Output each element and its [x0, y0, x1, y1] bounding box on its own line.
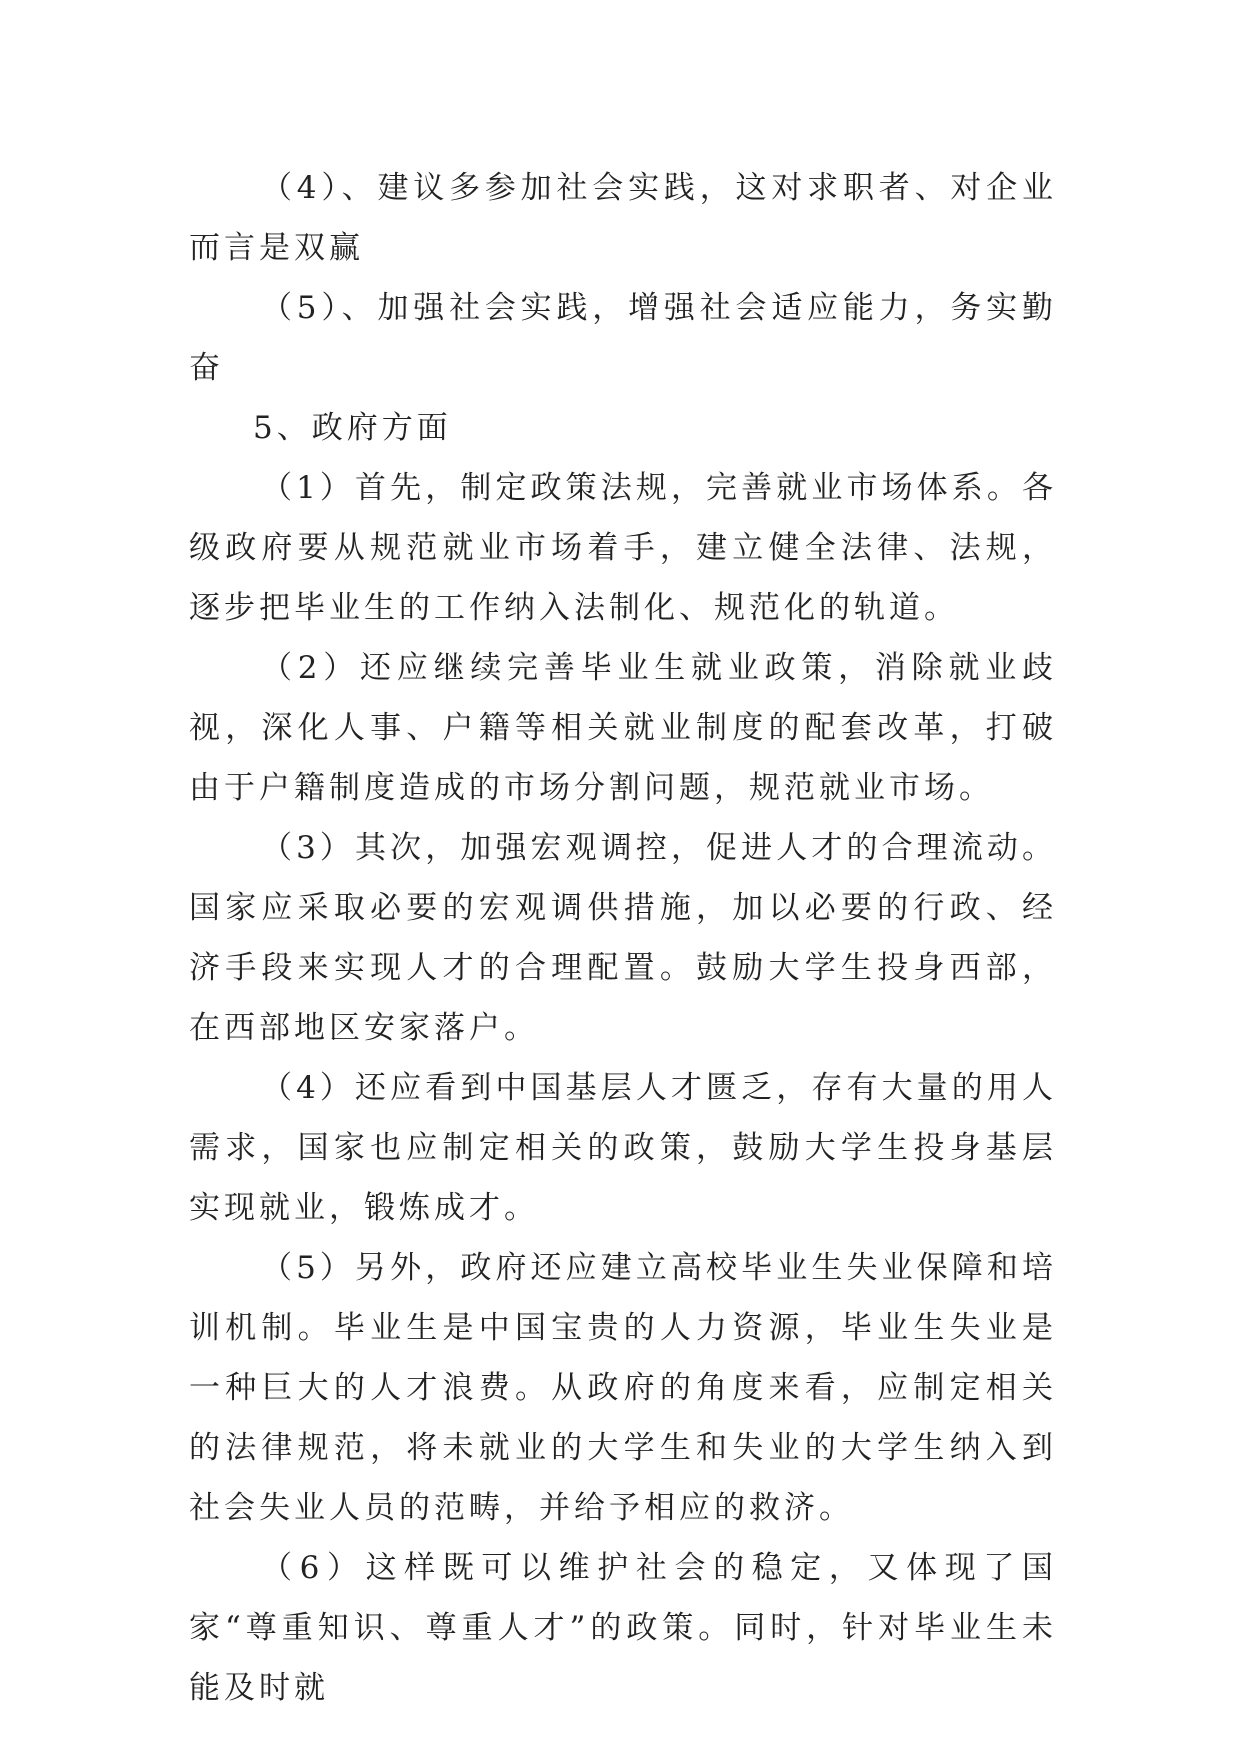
paragraph-government-5: （5）另外，政府还应建立高校毕业生失业保障和培训机制。毕业生是中国宝贵的人力资源，毕业生失业是一种巨大的人才浪费。从政府的角度来看，应制定相关的法律规范，将未就业的大学生和失业的大学生纳入到社会失业人员的范畴，并给予相应的救济。: [189, 1250, 1057, 1526]
paragraph-government-2: （2）还应继续完善毕业生就业政策，消除就业歧视，深化人事、户籍等相关就业制度的配套改革，打破由于户籍制度造成的市场分割问题，规范就业市场。: [189, 650, 1057, 806]
paragraph-government-1: （1）首先，制定政策法规，完善就业市场体系。各级政府要从规范就业市场着手，建立健全法律、法规，逐步把毕业生的工作纳入法制化、规范化的轨道。: [189, 470, 1057, 626]
paragraph-government-4: （4）还应看到中国基层人才匮乏，存有大量的用人需求，国家也应制定相关的政策，鼓励大学生投身基层实现就业，锻炼成才。: [189, 1070, 1057, 1226]
paragraph-government-6: （6）这样既可以维护社会的稳定，又体现了国家“尊重知识、尊重人才”的政策。同时，针对毕业生未能及时就: [189, 1550, 1057, 1706]
paragraph-suggestion-5: （5）、加强社会实践，增强社会适应能力，务实勤奋: [189, 290, 1057, 386]
paragraph-government-3: （3）其次，加强宏观调控，促进人才的合理流动。国家应采取必要的宏观调供措施，加以必要的行政、经济手段来实现人才的合理配置。鼓励大学生投身西部，在西部地区安家落户。: [189, 830, 1057, 1046]
section-heading-government: 5、政府方面: [253, 410, 452, 446]
document-body: [189, 158, 1057, 1718]
paragraph-suggestion-4: （4）、建议多参加社会实践，这对求职者、对企业而言是双赢: [189, 170, 1057, 266]
